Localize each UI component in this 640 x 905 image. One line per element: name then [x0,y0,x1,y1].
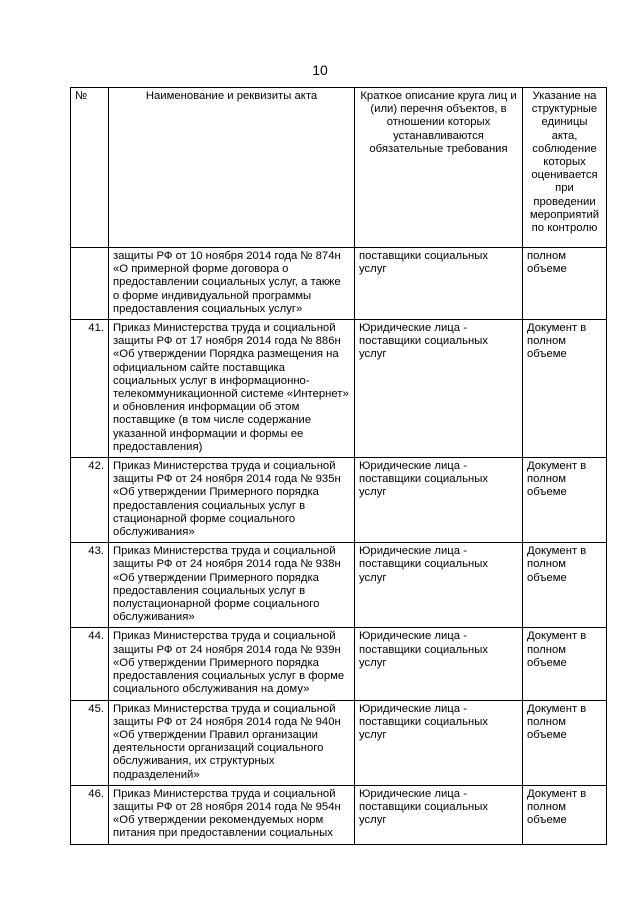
act-subjects: поставщики социальных услуг [355,248,523,320]
act-name: Приказ Министерства труда и социальной защиты РФ от 24 ноября 2014 года № 940н «Об утверждении Правил организации деятельности организаций социального обслуживания, их структурных подразделений» [109,700,355,785]
row-number: 46. [71,785,109,844]
act-name: Приказ Министерства труда и социальной защиты РФ от 17 ноября 2014 года № 886н «Об утверждении Порядка размещения на официальном сайте поставщика социальных услуг в информационно-телекоммуникационной системе «Интернет» и обновления информации об этом поставщике (в том числе содержание указанной информации и формы ее предоставления) [109,320,355,458]
act-scope: полном объеме [523,248,607,320]
row-number: 44. [71,628,109,700]
act-subjects: Юридические лица - поставщики социальных услуг [355,785,523,844]
act-subjects: Юридические лица - поставщики социальных услуг [355,628,523,700]
act-scope: Документ в полном объеме [523,543,607,628]
act-name: Приказ Министерства труда и социальной защиты РФ от 24 ноября 2014 года № 935н «Об утверждении Примерного порядка предоставления социальных услуг в стационарной форме социального обслуживания» [109,458,355,543]
act-name: защиты РФ от 10 ноября 2014 года № 874н «О примерной форме договора о предоставлении социальных услуг, а также о форме индивидуальной программы предоставления социальных услуг» [109,248,355,320]
act-subjects: Юридические лица - поставщики социальных услуг [355,458,523,543]
row-number: 41. [71,320,109,458]
row-number [71,248,109,320]
table-header-row [71,88,607,248]
act-scope: Документ в полном объеме [523,785,607,844]
act-subjects: Юридические лица - поставщики социальных услуг [355,700,523,785]
table-row [71,543,607,628]
row-number: 43. [71,543,109,628]
table-row [71,700,607,785]
header-structural-units: Указание на структурные единицы акта, соблюдение которых оценивается при проведении мероприятий по контролю [523,88,607,248]
header-description: Краткое описание круга лиц и (или) перечня объектов, в отношении которых устанавливаются обязательные требования [355,88,523,248]
act-scope: Документ в полном объеме [523,628,607,700]
act-subjects: Юридические лица - поставщики социальных услуг [355,543,523,628]
row-number: 45. [71,700,109,785]
table-row [71,785,607,844]
act-subjects: Юридические лица - поставщики социальных услуг [355,320,523,458]
act-name: Приказ Министерства труда и социальной защиты РФ от 24 ноября 2014 года № 938н «Об утверждении Примерного порядка предоставления социальных услуг в полустационарной форме социального обслуживания» [109,543,355,628]
header-act-name: Наименование и реквизиты акта [109,88,355,248]
table-row [71,628,607,700]
page-number: 10 [312,62,328,78]
row-number: 42. [71,458,109,543]
act-scope: Документ в полном объеме [523,320,607,458]
act-scope: Документ в полном объеме [523,458,607,543]
table-row [71,458,607,543]
table-row [71,320,607,458]
act-scope: Документ в полном объеме [523,700,607,785]
act-name: Приказ Министерства труда и социальной защиты РФ от 28 ноября 2014 года № 954н «Об утверждении рекомендуемых норм питания при предоставлении социальных [109,785,355,844]
header-number: № [71,88,109,248]
regulatory-acts-table [70,87,607,845]
act-name: Приказ Министерства труда и социальной защиты РФ от 24 ноября 2014 года № 939н «Об утверждении Примерного порядка предоставления социальных услуг в форме социального обслуживания на дому» [109,628,355,700]
table-row [71,248,607,320]
